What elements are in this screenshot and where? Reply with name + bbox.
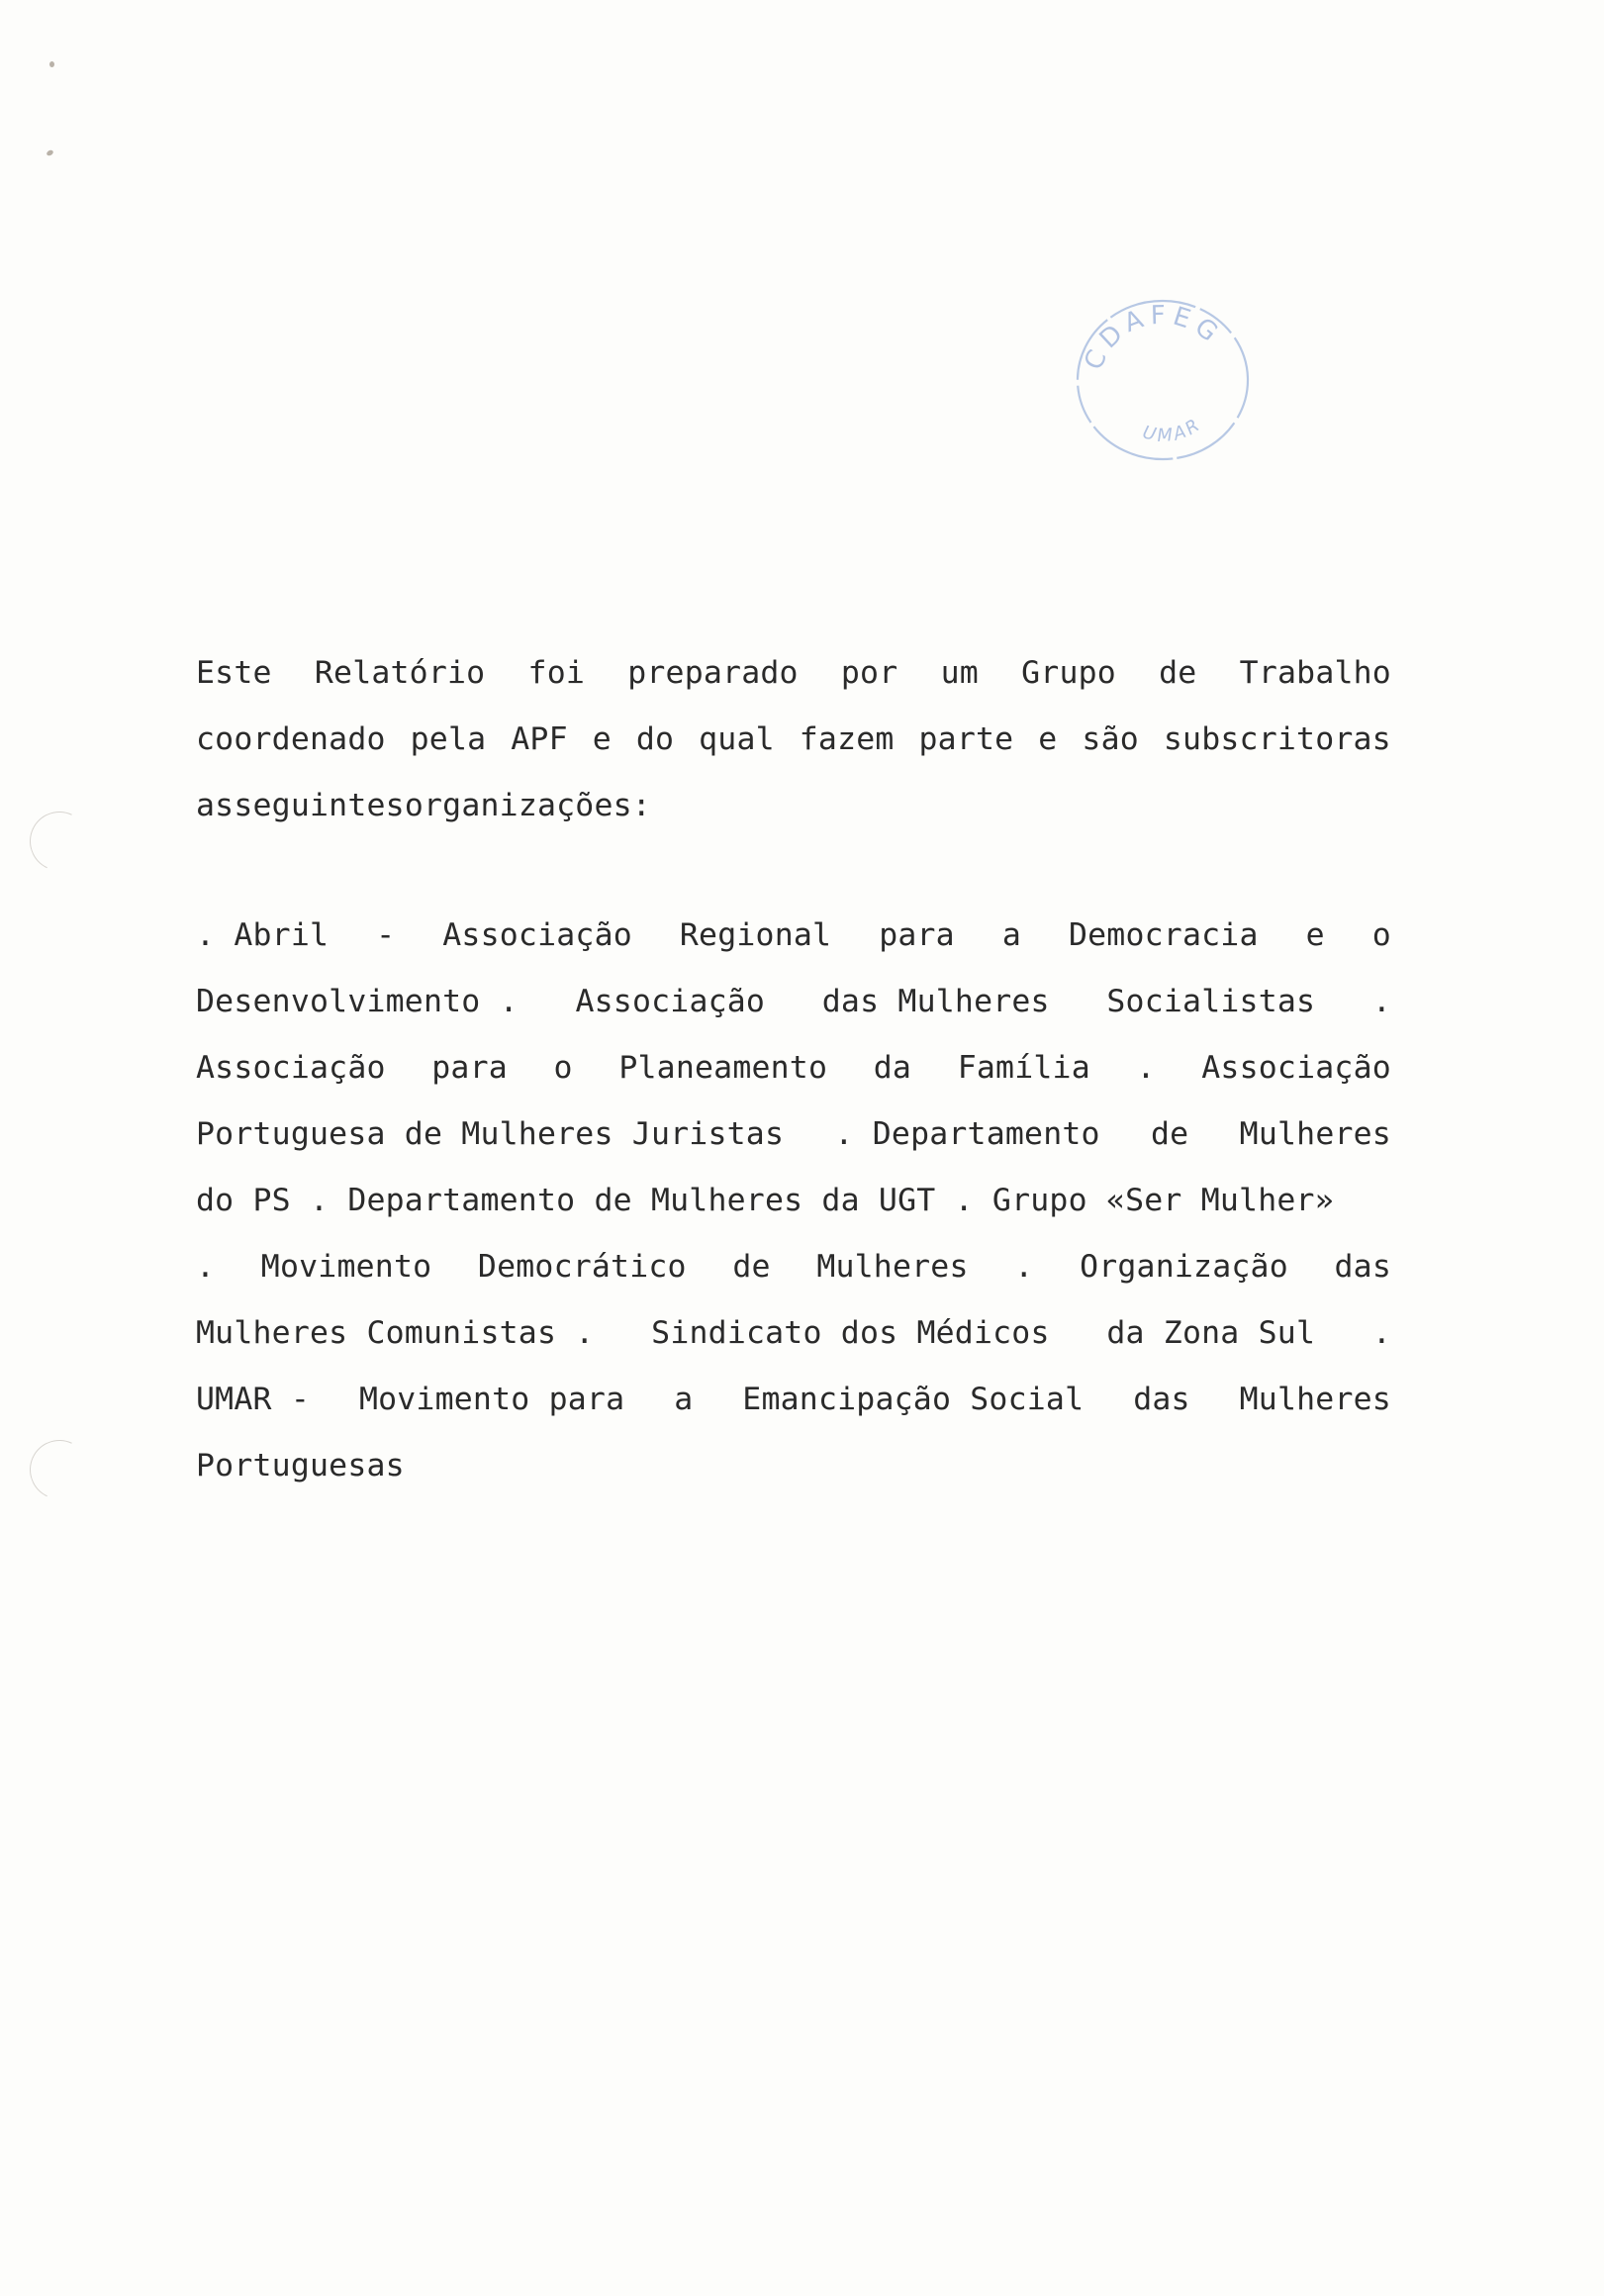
word: Família [957,1050,1090,1086]
stamp-top-text: CDAFEG [1079,300,1228,375]
word: e [1305,917,1325,953]
text-line [196,1168,1391,1234]
word: o [553,1050,573,1086]
word: do PS . Departamento de Mulheres da UGT . Grupo «Ser Mulher» [196,1183,1334,1218]
word: . [1014,1249,1034,1285]
word: das [1334,1249,1391,1285]
punch-hole [22,1432,98,1508]
word: Socialistas [1106,984,1316,1019]
word: a [1001,917,1021,953]
word: Regional [679,917,832,953]
word: Mulheres Comunistas . [196,1315,595,1351]
scan-speck [49,61,54,67]
text-line [196,707,1391,773]
scan-speck [46,149,54,157]
text-line [196,1367,1391,1433]
word: parte [918,721,1014,757]
text-line [196,1300,1391,1367]
word: . Departamento [834,1116,1100,1152]
text-line [196,1433,1391,1499]
word: do [635,721,675,757]
word: de [1151,1116,1189,1152]
word: foi [527,655,586,691]
word: Democrático [477,1249,687,1285]
word: Portuguesa de Mulheres Juristas [196,1116,785,1152]
word: as [196,788,235,823]
word: Relatório [314,655,486,691]
word: da [873,1050,912,1086]
svg-text:UMAR [1141,414,1206,446]
word: APF [511,721,568,757]
cdafeg-umar-stamp [1069,289,1257,467]
word: por [840,655,898,691]
word: seguintes [234,788,405,823]
text-line [196,1101,1391,1168]
word: das Mulheres [821,984,1050,1019]
word: um [940,655,979,691]
word: . Abril [196,917,330,953]
word: a [674,1382,694,1417]
word: da Zona Sul [1106,1315,1316,1351]
word: e [1038,721,1058,757]
word: Associação [1201,1050,1391,1086]
word: de [732,1249,771,1285]
text-line [196,903,1391,969]
word: . [1136,1050,1156,1086]
word: Associação [575,984,766,1019]
word: de [1159,655,1197,691]
word: Associação [196,1050,386,1086]
word: subscritoras [1163,721,1391,757]
word: fazem [799,721,895,757]
word: - [376,917,396,953]
word: Organização [1080,1249,1288,1285]
word: UMAR - [196,1382,310,1417]
punch-hole [22,804,98,880]
word: Mulheres [1239,1382,1391,1417]
word: para [879,917,955,953]
word: Este [196,655,272,691]
word: para [431,1050,508,1086]
word: Planeamento [618,1050,828,1086]
stamp-bottom-text: UMAR [1140,413,1206,446]
word: Mulheres [816,1249,969,1285]
stamp-seal [1069,289,1257,467]
word: Sindicato dos Médicos [651,1315,1050,1351]
word: Trabalho [1239,655,1391,691]
word: Desenvolvimento . [196,984,519,1019]
word: organizações: [404,788,651,823]
word: são [1082,721,1139,757]
text-line [196,969,1391,1035]
word: Grupo [1021,655,1116,691]
word: preparado [627,655,799,691]
word: e [592,721,612,757]
word: Democracia [1068,917,1259,953]
word: qual [699,721,775,757]
word: Mulheres [1239,1116,1391,1152]
word: Movimento para [358,1382,625,1417]
word: das [1133,1382,1190,1417]
word: . [196,1249,216,1285]
word: Associação [442,917,632,953]
word: Emancipação Social [742,1382,1085,1417]
text-line [196,1234,1391,1300]
word: Portuguesas [196,1448,405,1483]
word: coordenado [196,721,386,757]
word: . [1371,1315,1391,1351]
intro-paragraph [196,640,1391,839]
text-line [196,1035,1391,1101]
word: . [1371,984,1391,1019]
text-line [196,773,1391,839]
word: pela [410,721,487,757]
text-line [196,640,1391,707]
organizations-paragraph [196,903,1391,1499]
word: o [1371,917,1391,953]
word: Movimento [260,1249,432,1285]
